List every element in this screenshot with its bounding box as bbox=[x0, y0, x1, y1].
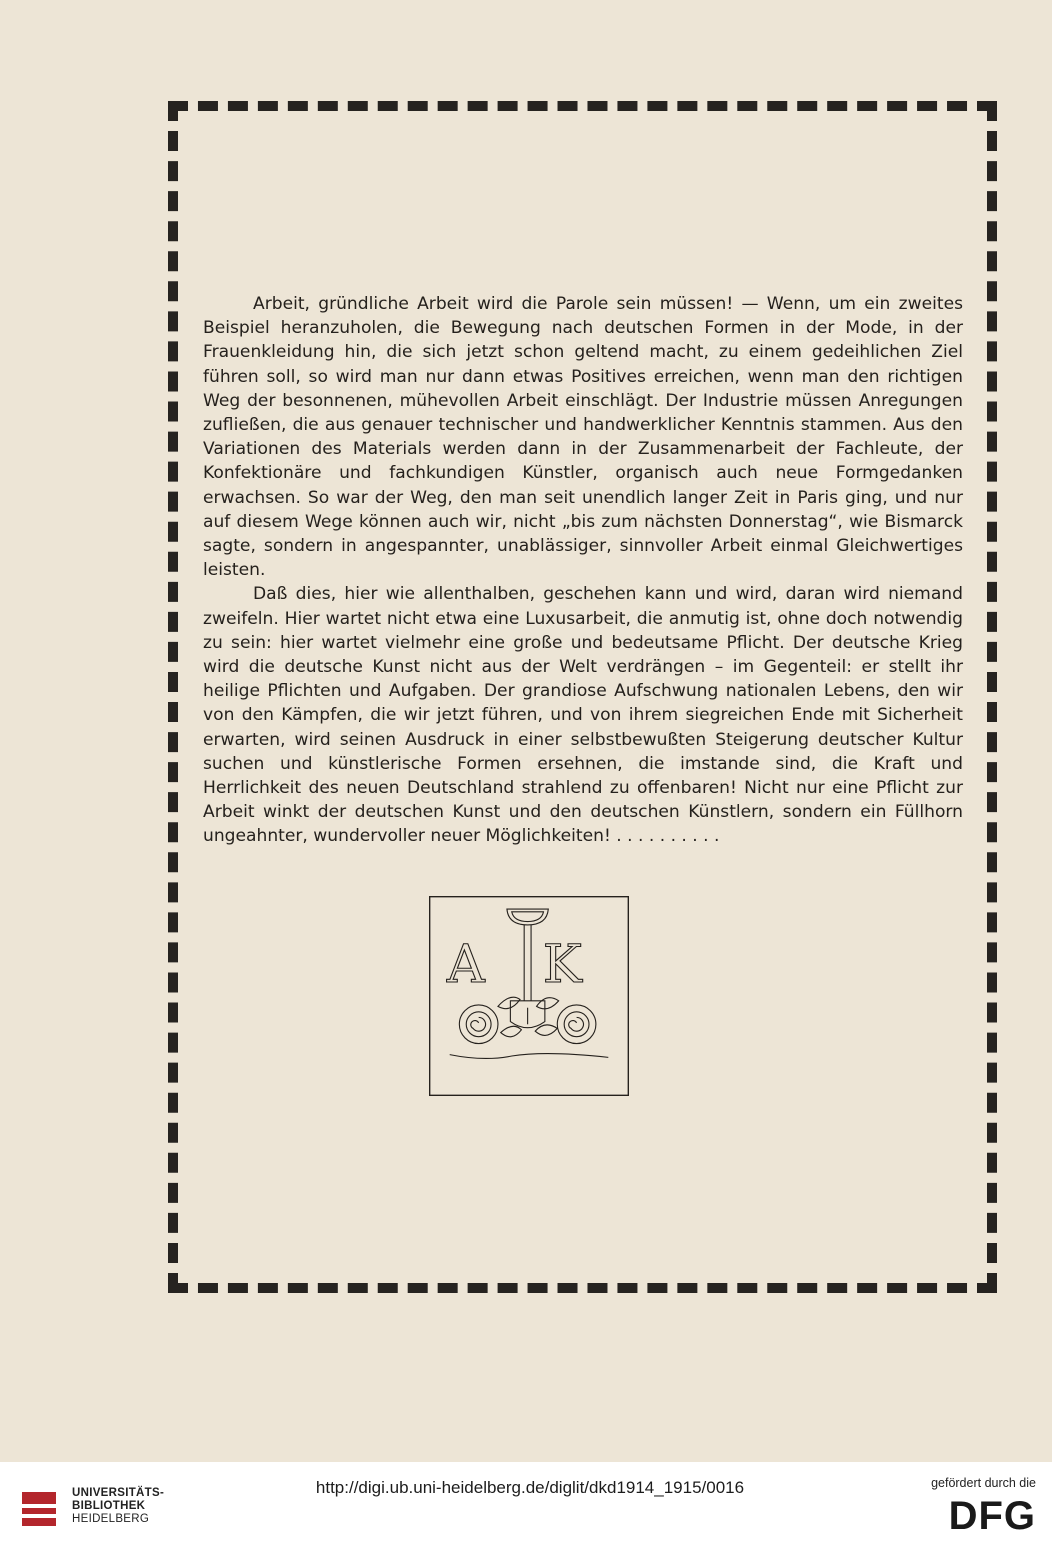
footer-bar bbox=[0, 1462, 1052, 1545]
dfg-logo: DFG bbox=[948, 1494, 1036, 1538]
funding-caption: gefördert durch die bbox=[931, 1476, 1036, 1490]
library-name bbox=[72, 1487, 164, 1526]
paragraph-1: Arbeit, gründliche Arbeit wird die Parole sein müssen! — Wenn, um ein zweites Beispiel heranzuholen, die Bewegung nach deutschen Formen in der Mode, in der Frauenkleidung hin, die sich jetzt schon geltend macht, zu einem gedeihlichen Ziel führen soll, so wird man nur dann etwas Positives erreichen, wenn man den richtigen Weg der besonnenen, mühevollen Arbeit einschlägt. Der Industrie müssen Anregungen zufließen, die aus genauer technischer und handwerklicher Kenntnis stammen. Aus den Variationen des Materials werden dann in der Zusammenarbeit der Fachleute, der Konfektionäre und fachkundigen Künstler, organisch auch neue Formgedanken erwachsen. So war der Weg, den man seit unendlich langer Zeit in Paris ging, und nur auf diesem Wege können auch wir, nicht „bis zum nächsten Donnerstag“, wie Bismarck sagte, sondern in angespannter, unablässiger, sinnvoller Arbeit einmal Gleichwertiges leisten. bbox=[203, 294, 963, 581]
library-name-line-1: UNIVERSITÄTS- bbox=[72, 1487, 165, 1499]
vignette-letter-k: K bbox=[542, 934, 582, 996]
library-name-line-3: HEIDELBERG bbox=[72, 1513, 150, 1525]
university-library-logo-icon bbox=[14, 1484, 64, 1534]
paragraph-2: Daß dies, hier wie allenthalben, geschehen kann und wird, daran wird niemand zweifeln. Hier wartet nicht etwa eine Luxusarbeit, die anmutig ist, ohne doch notwendig zu sein: hier wartet vielmehr eine große und bedeutsame Pflicht. Der deutsche Krieg wird die deutsche Kunst nicht aus der Welt verdrängen – im Gegenteil: er stellt ihr heilige Pflichten und Aufgaben. Der grandiose Aufschwung nationalen Lebens, den wir von den Kämpfen, die wir jetzt führen, und von ihrem siegreichen Ende mit Sicherheit erwarten, wird seinen Ausdruck in einer selbstbewußten Steigerung deutscher Kultur suchen und künstlerische Formen ersehnen, die imstande sind, die Kraft und Herrlichkeit des neuen Deutschland strahlend zu offenbaren! Nicht nur eine Pflicht zur Arbeit winkt der deutschen Kunst und den deutschen Künstlern, sondern ein Füllhorn ungeahnter, wundervoller neuer Möglichkeiten! . . . . . . . . . . bbox=[203, 584, 963, 847]
library-name-line-2: BIBLIOTHEK bbox=[72, 1500, 146, 1512]
permalink-url[interactable]: http://digi.ub.uni-heidelberg.de/diglit/dkd1914_1915/0016 bbox=[315, 1478, 745, 1497]
spade-and-roses-vignette-icon bbox=[429, 896, 629, 1096]
vignette-letter-a: A bbox=[446, 934, 485, 996]
article-body bbox=[203, 292, 963, 849]
